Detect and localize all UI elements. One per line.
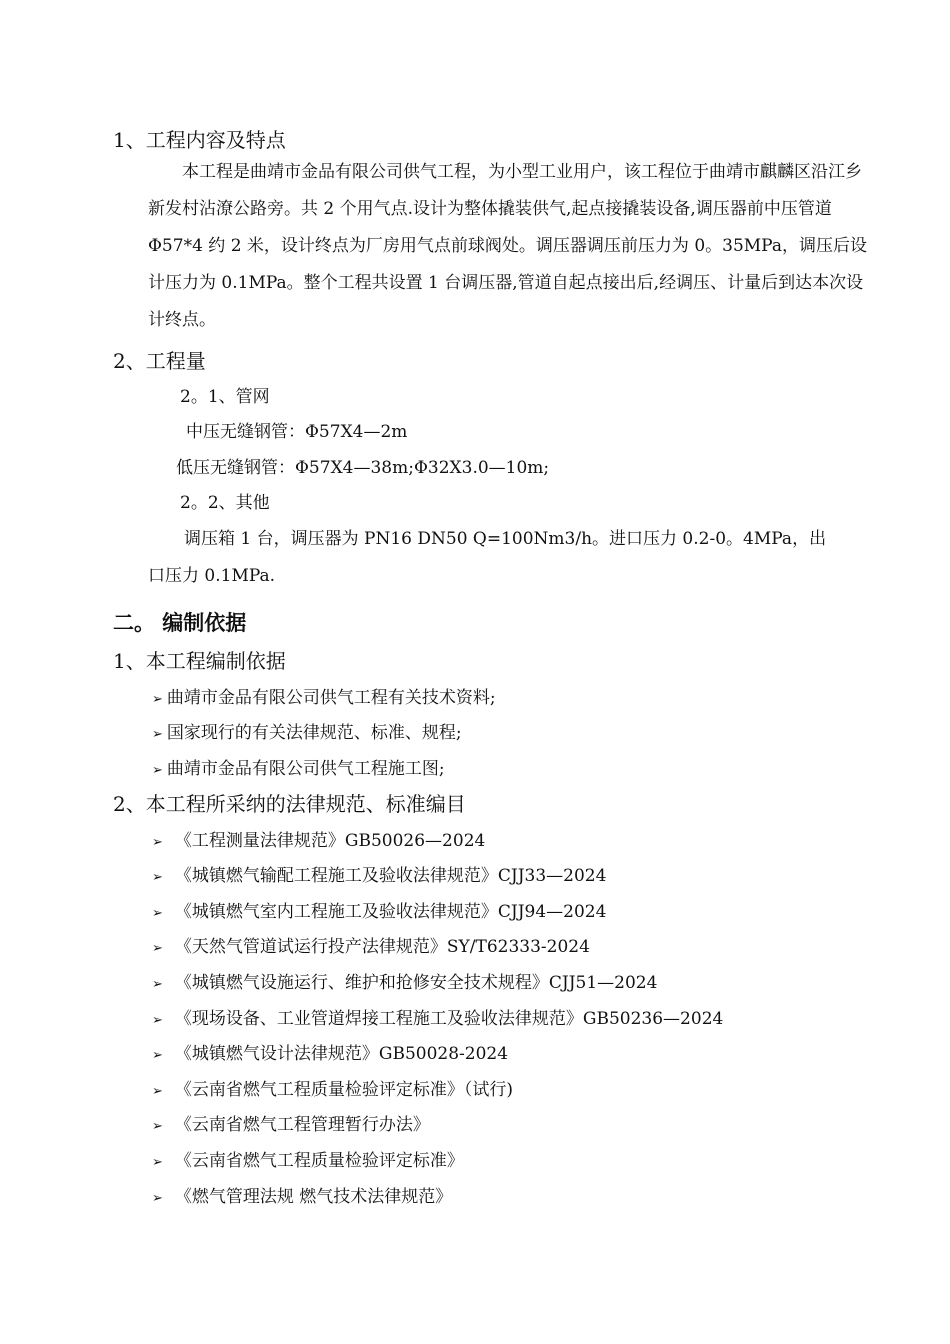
pipe-low-pressure: 低压无缝钢管：Φ57X4—38m;Φ32X3.0—10m; (176, 458, 550, 478)
arrow-bullet-icon: ➢ (152, 1119, 163, 1134)
list-item: ➢ 《云南省燃气工程质量检验评定标准》 (152, 1151, 464, 1171)
basis-heading: 1、本工程编制依据 (113, 649, 286, 673)
arrow-bullet-icon: ➢ (152, 835, 163, 850)
list-item: ➢ 《城镇燃气设计法律规范》GB50028-2024 (152, 1044, 509, 1064)
arrow-bullet-icon: ➢ (152, 1155, 163, 1170)
subsection-pipe-network: 2。1、管网 (180, 387, 270, 407)
arrow-bullet-icon: ➢ (152, 1191, 163, 1206)
section-heading-scope: 1、工程内容及特点 (113, 128, 286, 152)
arrow-bullet-icon: ➢ (152, 727, 163, 742)
list-item: ➢ 《城镇燃气输配工程施工及验收法律规范》CJJ33—2024 (152, 866, 607, 886)
other-line-2: 口压力 0.1MPa. (148, 566, 276, 586)
list-item: ➢ 《城镇燃气设施运行、维护和抢修安全技术规程》CJJ51—2024 (152, 973, 658, 993)
list-item: ➢ 《工程测量法律规范》GB50026—2024 (152, 831, 486, 851)
standards-heading: 2、本工程所采纳的法律规范、标准编目 (113, 792, 466, 816)
list-item: ➢ 《城镇燃气室内工程施工及验收法律规范》CJJ94—2024 (152, 902, 607, 922)
chapter-heading-basis: 二。 编制依据 (113, 610, 247, 635)
arrow-bullet-icon: ➢ (152, 1084, 163, 1099)
list-item: ➢ 《云南省燃气工程质量检验评定标准》（试行) (152, 1080, 514, 1100)
section-heading-quantities: 2、工程量 (113, 349, 206, 373)
arrow-bullet-icon: ➢ (152, 906, 163, 921)
scope-paragraph: 本工程是曲靖市金品有限公司供气工程，为小型工业用户，该工程位于曲靖市麒麟区沿江乡新发村沾潦公路旁。共 2 个用气点.设计为整体撬装供气,起点接撬装设备,调压器前中压管道 Φ57*4 约 2 米，设计终点为厂房用气点前球阀处。调压器调压前压力为 0。35MPa，调压后设计压力为 0.1MPa。整个工程共设置 1 台调压器,管道自起点接出后,经调压、计量后到达本次设计终点。 (148, 162, 867, 330)
list-item: ➢ 《云南省燃气工程管理暂行办法》 (152, 1115, 430, 1135)
pipe-medium-pressure: 中压无缝钢管：Φ57X4—2m (186, 422, 408, 442)
subsection-other: 2。2、其他 (180, 493, 270, 513)
list-item: ➢ 《燃气管理法规 燃气技术法律规范》 (152, 1187, 453, 1207)
arrow-bullet-icon: ➢ (152, 977, 163, 992)
arrow-bullet-icon: ➢ (152, 1013, 163, 1028)
arrow-bullet-icon: ➢ (152, 1048, 163, 1063)
arrow-bullet-icon: ➢ (152, 692, 163, 707)
arrow-bullet-icon: ➢ (152, 870, 163, 885)
list-item: ➢ 《现场设备、工业管道焊接工程施工及验收法律规范》GB50236—2024 (152, 1009, 724, 1029)
list-item: ➢ 曲靖市金品有限公司供气工程施工图; (152, 759, 445, 779)
list-item: ➢ 国家现行的有关法律规范、标准、规程; (152, 723, 462, 743)
list-item: ➢ 《天然气管道试运行投产法律规范》SY/T62333-2024 (152, 937, 590, 957)
arrow-bullet-icon: ➢ (152, 763, 163, 778)
arrow-bullet-icon: ➢ (152, 941, 163, 956)
other-line-1: 调压箱 1 台，调压器为 PN16 DN50 Q=100Nm3/h。进口压力 0.2-0。4MPa，出 (184, 529, 827, 549)
list-item: ➢ 曲靖市金品有限公司供气工程有关技术资料; (152, 688, 496, 708)
